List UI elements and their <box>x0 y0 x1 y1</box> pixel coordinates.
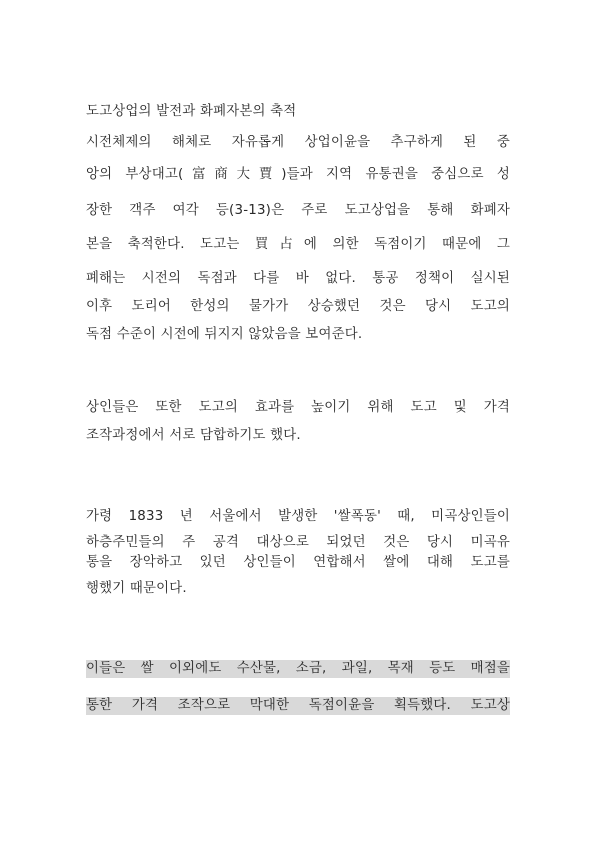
paragraph-1-line-1: 시전체제의 해체로 자유롭게 상업이윤을 추구하게 된 중 <box>86 135 510 150</box>
section-heading: 도고상업의 발전과 화폐자본의 축적 <box>86 104 297 119</box>
paragraph-3-line-3: 통을 장악하고 있던 상인들이 연합해서 쌀에 대해 도고를 <box>86 555 510 570</box>
paragraph-4-line-1: 이들은 쌀 이외에도 수산물, 소금, 과일, 목재 등도 매점을 <box>86 661 510 676</box>
paragraph-1-line-7: 독점 수준이 시전에 뒤지지 않았음을 보여준다. <box>86 327 363 342</box>
paragraph-1-line-4: 본을 축적한다. 도고는 買占에 의한 독점이기 때문에 그 <box>86 237 510 252</box>
paragraph-4-line-2: 통한 가격 조작으로 막대한 독점이윤을 획득했다. 도고상 <box>86 698 510 713</box>
paragraph-1-line-2: 앙의 부상대고(富商大賈)들과 지역 유통권을 중심으로 성 <box>86 167 510 182</box>
paragraph-1-line-6: 이후 도리어 한성의 물가가 상승했던 것은 당시 도고의 <box>86 299 510 314</box>
paragraph-3-line-1: 가령 1833 년 서울에서 발생한 '쌀폭동' 때, 미곡상인들이 <box>86 509 510 524</box>
paragraph-4-line-2-highlight <box>86 697 510 715</box>
paragraph-2-line-1: 상인들은 또한 도고의 효과를 높이기 위해 도고 및 가격 <box>86 400 510 415</box>
paragraph-1-line-5: 폐해는 시전의 독점과 다를 바 없다. 통공 정책이 실시된 <box>86 271 510 286</box>
paragraph-3-line-2: 하층주민들의 주 공격 대상으로 되었던 것은 당시 미곡유 <box>86 535 510 550</box>
paragraph-4-line-1-highlight <box>86 660 510 678</box>
paragraph-3-line-4: 행했기 때문이다. <box>86 581 187 596</box>
paragraph-2-line-2: 조작과정에서 서로 담합하기도 했다. <box>86 428 301 443</box>
paragraph-1-line-3: 장한 객주 여각 등(3-13)은 주로 도고상업을 통해 화폐자 <box>86 203 510 218</box>
